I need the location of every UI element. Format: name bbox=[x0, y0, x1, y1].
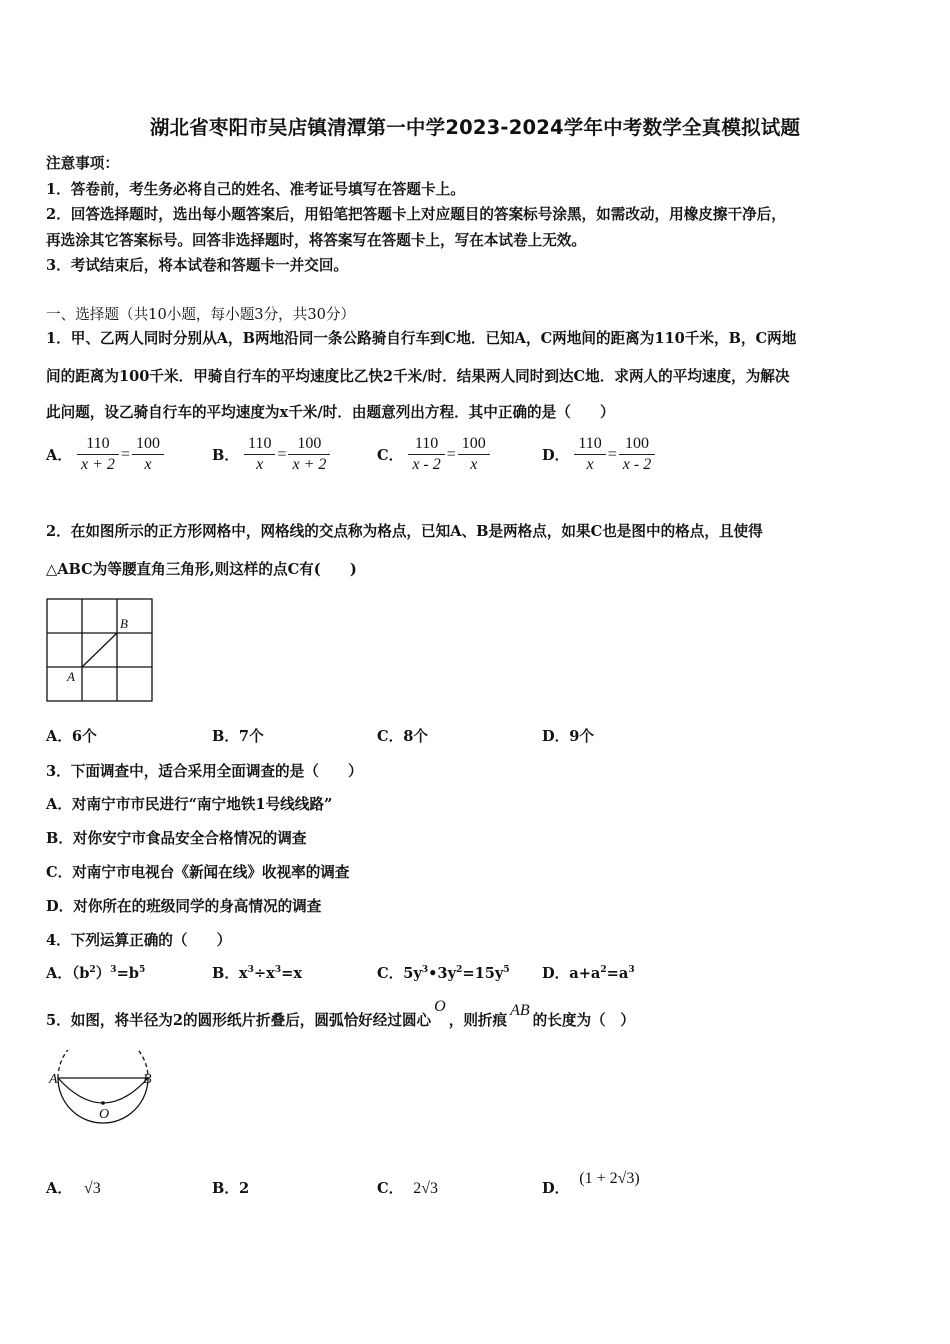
q2-option-c[interactable]: C．8个 bbox=[377, 728, 428, 745]
q5-symbol-ab: AB bbox=[510, 1002, 530, 1019]
q1-option-c-right-fraction: $\frac{100}{x}$ bbox=[458, 435, 490, 474]
q1-option-a-right-fraction: $\frac{100}{x}$ bbox=[132, 435, 164, 474]
q2-grid-figure bbox=[44, 595, 158, 705]
notice-heading: 注意事项： bbox=[46, 155, 119, 172]
notice-item-2a: 2．回答选择题时，选出每小题答案后，用铅笔把答题卡上对应题目的答案标号涂黑，如需改动，用橡皮擦干净后， bbox=[46, 206, 786, 223]
q1-option-a-left-fraction: $\frac{110}{x + 2}$ bbox=[77, 435, 119, 474]
q5-option-c[interactable]: C． 2√3 bbox=[377, 1180, 438, 1197]
q1-line-3: 此问题，设乙骑自行车的平均速度为x千米/时．由题意列出方程．其中正确的是（ ） bbox=[46, 404, 615, 421]
q1-option-a-label: A． bbox=[46, 447, 72, 464]
q4-option-a[interactable]: A．$(b^2)^3=b^5$ bbox=[46, 965, 146, 982]
q1-option-a[interactable]: A． $\frac{110}{x + 2}$ = $\frac{100}{x}$ bbox=[46, 435, 164, 474]
q1-option-b-label: B． bbox=[212, 447, 239, 464]
q1-option-d[interactable]: D． $\frac{110}{x}$ = $\frac{100}{x - 2}$ bbox=[542, 435, 655, 474]
q1-option-b[interactable]: B． $\frac{110}{x}$ = $\frac{100}{x + 2}$ bbox=[212, 435, 330, 474]
q5-stem: 5．如图，将半径为2的圆形纸片折叠后，圆弧恰好经过圆心O，则折痕AB的长度为（ ） bbox=[46, 998, 635, 1029]
q3-option-a[interactable]: A．对南宁市市民进行“南宁地铁1号线线路” bbox=[46, 796, 333, 813]
q2-label-b: B bbox=[120, 616, 128, 631]
q3-stem: 3．下面调查中，适合采用全面调查的是（ ） bbox=[46, 763, 363, 780]
q5-label-a: A bbox=[49, 1072, 58, 1087]
q1-option-c-label: C． bbox=[377, 447, 404, 464]
page-title: 湖北省枣阳市吴店镇清潭第一中学2023-2024学年中考数学全真模拟试题 bbox=[149, 116, 801, 139]
q5-circle-figure bbox=[44, 1050, 164, 1150]
q1-line-1: 1．甲、乙两人同时分别从A，B两地沿同一条公路骑自行车到C地．已知A，C两地间的距离为110千米，B，C两地 bbox=[46, 330, 797, 347]
notice-item-2b: 再选涂其它答案标号。回答非选择题时，将答案写在答题卡上，写在本试卷上无效。 bbox=[46, 232, 586, 249]
q3-option-d[interactable]: D．对你所在的班级同学的身高情况的调查 bbox=[46, 898, 322, 915]
q5-folded-arc bbox=[58, 1050, 148, 1078]
q1-option-c-left-fraction: $\frac{110}{x - 2}$ bbox=[408, 435, 444, 474]
q3-option-c[interactable]: C．对南宁市电视台《新闻在线》收视率的调查 bbox=[46, 864, 350, 881]
q2-option-d[interactable]: D．9个 bbox=[542, 728, 594, 745]
q4-option-d[interactable]: D．$a+a^2=a^3$ bbox=[542, 965, 635, 982]
q2-label-a: A bbox=[67, 669, 75, 684]
q1-option-b-right-fraction: $\frac{100}{x + 2}$ bbox=[288, 435, 330, 474]
q2-segment-ab bbox=[82, 633, 117, 667]
q1-line-2: 间的距离为100千米．甲骑自行车的平均速度比乙快2千米/时．结果两人同时到达C地．求两人的平均速度，为解决 bbox=[46, 368, 790, 385]
q4-stem: 4．下列运算正确的（ ） bbox=[46, 932, 232, 949]
q5-fold-curve bbox=[58, 1078, 148, 1103]
q2-line-1: 2．在如图所示的正方形网格中，网格线的交点称为格点，已知A、B是两格点，如果C也是图中的格点，且使得 bbox=[46, 523, 763, 540]
q5-label-b: B bbox=[143, 1072, 152, 1087]
q4-option-c[interactable]: C．$5y^3•3y^2=15y^5$ bbox=[377, 965, 510, 982]
q1-option-d-left-fraction: $\frac{110}{x}$ bbox=[574, 435, 605, 474]
q2-option-a[interactable]: A．6个 bbox=[46, 728, 97, 745]
q1-option-b-left-fraction: $\frac{110}{x}$ bbox=[244, 435, 275, 474]
q1-option-d-label: D． bbox=[542, 447, 570, 464]
notice-item-3: 3．考试结束后，将本试卷和答题卡一并交回。 bbox=[46, 257, 349, 274]
q5-label-o: O bbox=[99, 1107, 110, 1122]
notice-item-1: 1．答卷前，考生务必将自己的姓名、准考证号填写在答题卡上。 bbox=[46, 181, 465, 198]
q2-line-2: △ABC为等腰直角三角形,则这样的点C有( ) bbox=[46, 561, 357, 578]
q3-option-b[interactable]: B．对你安宁市食品安全合格情况的调查 bbox=[46, 830, 307, 847]
q5-center-point bbox=[101, 1101, 105, 1105]
q4-option-b[interactable]: B．$x^3\div x^3=x$ bbox=[212, 965, 303, 982]
q1-option-c[interactable]: C． $\frac{110}{x - 2}$ = $\frac{100}{x}$ bbox=[377, 435, 490, 474]
section-heading: 一、选择题（共10小题，每小题3分，共30分） bbox=[46, 306, 356, 323]
q1-option-d-right-fraction: $\frac{100}{x - 2}$ bbox=[619, 435, 655, 474]
q5-option-b[interactable]: B．2 bbox=[212, 1180, 250, 1197]
q2-option-b[interactable]: B．7个 bbox=[212, 728, 264, 745]
q5-option-d[interactable]: D．(1 + 2√3) bbox=[542, 1170, 640, 1197]
q5-symbol-o: O bbox=[434, 998, 446, 1015]
q5-option-a[interactable]: A． √3 bbox=[46, 1180, 101, 1197]
